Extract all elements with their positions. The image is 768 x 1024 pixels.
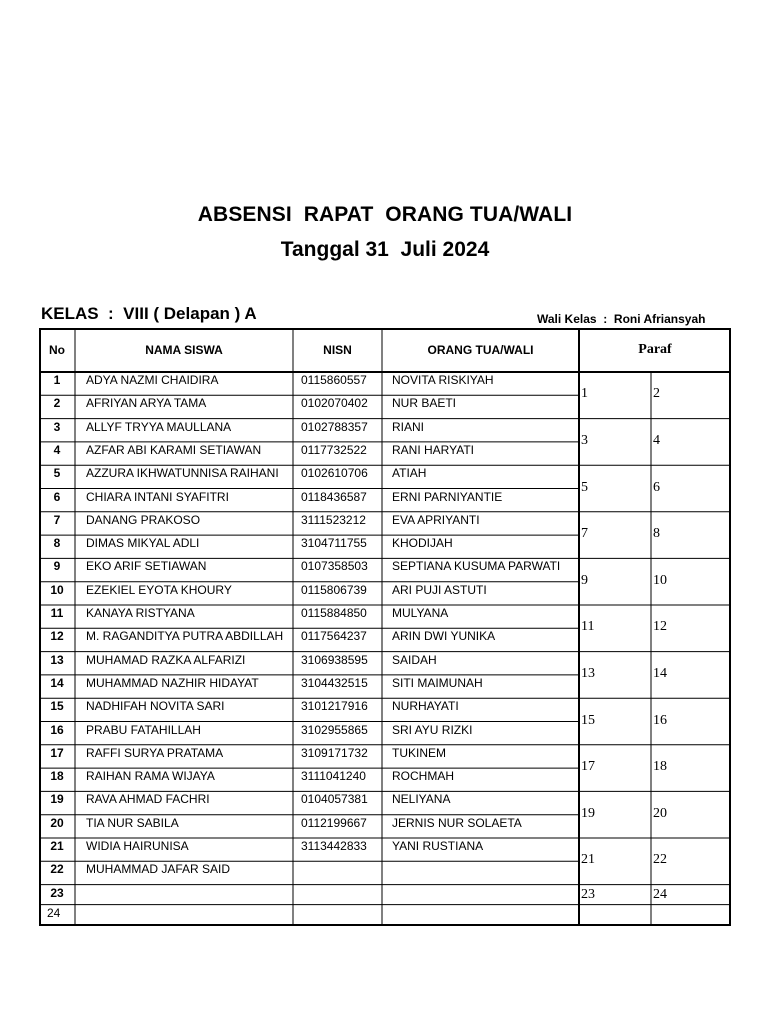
paraf-number: 2 xyxy=(653,386,660,402)
paraf-number: 6 xyxy=(653,479,660,495)
paraf-number: 23 xyxy=(581,886,595,902)
header-nisn: NISN xyxy=(323,343,352,357)
student-nisn: 3111523212 xyxy=(301,512,366,527)
row-number: 10 xyxy=(50,582,64,597)
student-name: AFRIYAN ARYA TAMA xyxy=(86,396,207,411)
student-nisn: 3113442833 xyxy=(301,839,367,853)
student-name: AZZURA IKHWATUNNISA RAIHANI xyxy=(86,466,279,481)
row-number: 14 xyxy=(50,675,64,690)
parent-name: NURHAYATI xyxy=(392,699,459,714)
student-nisn: 0112199667 xyxy=(301,815,367,830)
student-nisn: 0102610706 xyxy=(301,466,368,481)
paraf-number: 10 xyxy=(653,572,667,588)
row-number: 11 xyxy=(50,606,64,620)
row-number: 9 xyxy=(53,559,61,574)
parent-name: SEPTIANA KUSUMA PARWATI xyxy=(392,559,561,574)
parent-name: SAIDAH xyxy=(392,652,437,667)
parent-name: NOVITA RISKIYAH xyxy=(392,373,494,387)
header-nama: NAMA SISWA xyxy=(145,343,223,357)
student-name: TIA NUR SABILA xyxy=(86,815,179,830)
paraf-number: 16 xyxy=(653,712,667,728)
header-no: No xyxy=(49,343,65,357)
class-label: KELAS : VIII ( Delapan ) A xyxy=(41,304,257,323)
student-nisn: 3102955865 xyxy=(301,722,368,737)
student-name: EZEKIEL EYOTA KHOURY xyxy=(86,582,232,597)
student-name: PRABU FATAHILLAH xyxy=(86,722,201,737)
student-name: MUHAMMAD JAFAR SAID xyxy=(86,862,231,877)
parent-name: ROCHMAH xyxy=(392,769,454,784)
student-nisn: 3104711755 xyxy=(301,536,367,551)
row-number: 18 xyxy=(50,769,64,784)
student-name: EKO ARIF SETIAWAN xyxy=(86,559,207,574)
student-name: DIMAS MIKYAL ADLI xyxy=(86,536,200,551)
parent-name: EVA APRIYANTI xyxy=(392,512,480,527)
parent-name: ARI PUJI ASTUTI xyxy=(392,582,487,597)
header-orang-tua: ORANG TUA/WALI xyxy=(427,343,534,357)
row-number: 21 xyxy=(50,839,64,853)
paraf-number: 18 xyxy=(653,759,667,775)
row-number: 20 xyxy=(50,815,64,830)
paraf-number: 21 xyxy=(581,852,595,868)
student-name: M. RAGANDITYA PUTRA ABDILLAH xyxy=(86,629,284,644)
paraf-number: 15 xyxy=(581,712,595,728)
row-number: 1 xyxy=(53,373,61,387)
student-nisn: 3111041240 xyxy=(301,769,366,784)
student-name: WIDIA HAIRUNISA xyxy=(86,839,189,853)
student-nisn: 0107358503 xyxy=(301,559,368,574)
parent-name: TUKINEM xyxy=(392,745,446,760)
paraf-number: 13 xyxy=(581,665,595,681)
student-nisn: 0115806739 xyxy=(301,582,367,597)
row-number: 22 xyxy=(50,862,64,877)
row-number: 23 xyxy=(50,885,64,900)
student-nisn: 3109171732 xyxy=(301,745,368,760)
row-number: 13 xyxy=(50,652,64,667)
student-nisn: 0118436587 xyxy=(301,489,367,504)
row-number: 5 xyxy=(53,466,61,481)
header-paraf: Paraf xyxy=(638,342,672,357)
document-date: Tanggal 31 Juli 2024 xyxy=(280,238,490,261)
paraf-number: 24 xyxy=(653,886,667,902)
student-nisn: 0104057381 xyxy=(301,792,368,807)
row-number: 7 xyxy=(53,512,61,527)
paraf-number: 20 xyxy=(653,805,667,821)
paraf-number: 1 xyxy=(581,386,588,402)
paraf-number: 14 xyxy=(653,665,667,681)
paraf-number: 4 xyxy=(653,432,660,448)
parent-name: NUR BAETI xyxy=(392,396,457,411)
paraf-number: 9 xyxy=(581,572,588,588)
paraf-number: 17 xyxy=(581,759,595,775)
parent-name: RIANI xyxy=(392,419,425,434)
student-name: MUHAMAD RAZKA ALFARIZI xyxy=(86,652,246,667)
row-number: 17 xyxy=(50,745,64,760)
parent-name: NELIYANA xyxy=(392,792,451,807)
student-nisn: 3101217916 xyxy=(301,699,368,714)
student-name: ADYA NAZMI CHAIDIRA xyxy=(86,373,219,387)
row-number: 12 xyxy=(50,629,64,644)
student-nisn: 0117564237 xyxy=(301,629,367,644)
paraf-number: 3 xyxy=(581,432,588,448)
row-number: 19 xyxy=(50,792,64,807)
parent-name: RANI HARYATI xyxy=(392,442,475,457)
row-number: 16 xyxy=(50,722,64,737)
attendance-table xyxy=(39,328,731,926)
student-name: RAVA AHMAD FACHRI xyxy=(86,792,210,807)
homeroom-teacher: Wali Kelas : Roni Afriansyah xyxy=(537,312,706,326)
student-name: RAIHAN RAMA WIJAYA xyxy=(86,769,215,784)
student-name: AZFAR ABI KARAMI SETIAWAN xyxy=(86,442,262,457)
paraf-number: 11 xyxy=(581,619,595,635)
student-name: RAFFI SURYA PRATAMA xyxy=(86,745,224,760)
row-number: 8 xyxy=(53,536,61,551)
student-nisn: 3106938595 xyxy=(301,652,368,667)
parent-name: SITI MAIMUNAH xyxy=(392,675,483,690)
row-number: 4 xyxy=(53,442,61,457)
parent-name: JERNIS NUR SOLAETA xyxy=(392,815,522,830)
row-number: 15 xyxy=(50,699,64,714)
paraf-number: 7 xyxy=(581,526,588,542)
paraf-number: 8 xyxy=(653,526,660,542)
paraf-number: 12 xyxy=(653,619,667,635)
student-nisn: 0102070402 xyxy=(301,396,368,411)
student-name: KANAYA RISTYANA xyxy=(86,606,195,620)
student-nisn: 0115884850 xyxy=(301,606,367,620)
row-number: 24 xyxy=(47,905,61,920)
student-name: MUHAMMAD NAZHIR HIDAYAT xyxy=(86,675,259,690)
row-number: 3 xyxy=(53,419,61,434)
paraf-number: 22 xyxy=(653,852,667,868)
paraf-number: 5 xyxy=(581,479,588,495)
row-number: 6 xyxy=(53,489,61,504)
parent-name: ATIAH xyxy=(392,466,427,481)
student-nisn: 0102788357 xyxy=(301,419,368,434)
document-title: ABSENSI RAPAT ORANG TUA/WALI xyxy=(197,203,573,226)
parent-name: SRI AYU RIZKI xyxy=(392,722,473,737)
student-name: DANANG PRAKOSO xyxy=(86,512,201,527)
parent-name: ERNI PARNIYANTIE xyxy=(392,489,503,504)
parent-name: YANI RUSTIANA xyxy=(392,839,484,853)
parent-name: KHODIJAH xyxy=(392,536,453,551)
student-nisn: 3104432515 xyxy=(301,675,368,690)
paraf-number: 19 xyxy=(581,805,595,821)
row-number: 2 xyxy=(53,396,61,411)
student-name: NADHIFAH NOVITA SARI xyxy=(86,699,225,714)
student-nisn: 0117732522 xyxy=(301,442,367,457)
student-nisn: 0115860557 xyxy=(301,373,367,387)
parent-name: ARIN DWI YUNIKA xyxy=(392,629,496,644)
table-grid xyxy=(39,328,731,926)
student-name: ALLYF TRYYA MAULLANA xyxy=(86,419,232,434)
student-name: CHIARA INTANI SYAFITRI xyxy=(86,489,229,504)
parent-name: MULYANA xyxy=(392,606,449,620)
